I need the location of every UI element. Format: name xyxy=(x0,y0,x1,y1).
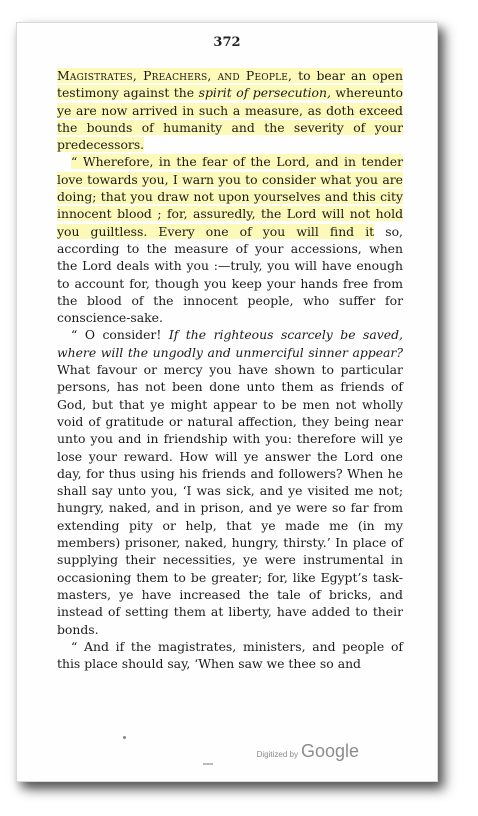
stray-dot xyxy=(123,736,126,739)
p1-text-end: whereunto ye are now arrived in such a measure, as doth exceed the bounds of humanity and the severity of your predecessors. xyxy=(57,85,403,153)
p2-text: so, according to the measure of your accessions, when the Lord deals with you :—truly, you will have enough to account for, though you keep your hands free from the blood of the innocent people, who suffer for conscience-sake. xyxy=(57,223,403,326)
p3-text: What favour or mercy you have shown to particular persons, has not been done unto them as friends of God, but that ye might appear to be men not wholly void of gratitude or natural affection, they being near unto you and in friendship with you: therefore will ye lose your reward. How will ye answer the Lord one day, for thus using his friends and followers? When he shall say unto you, ‘I was sick, and ye visited me not; hungry, naked, and in prison, and ye were so far from extending pity or help, that ye made me (in my members) prisoner, naked, hungry, thirsty.’ In place of supplying their necessities, ye were instrumental in occasioning them to be greater; for, like Egypt’s task-masters, ye have increased the tale of bricks, and instead of setting them at liberty, have added to their bonds. xyxy=(57,362,403,637)
page-text xyxy=(57,67,403,672)
book-page xyxy=(16,22,438,782)
paragraph-1 xyxy=(57,67,403,153)
google-watermark xyxy=(257,741,359,762)
highlighted-passage: “ Wherefore, in the fear of the Lord, and in tender love towards you, I warn you to consider what you are doing; that you draw not upon yourselves and this city innocent blood ; for, assuredly, the Lord will not hold you guiltless. Every one of you will find it xyxy=(57,154,403,239)
p3-italic: If the righteous scarcely be saved, where will the ungodly and unmerciful sinner appear? xyxy=(57,327,403,360)
p3-open: “ O consider! xyxy=(71,327,169,343)
bottom-mark xyxy=(203,763,213,765)
page-number: 372 xyxy=(213,35,241,50)
p1-text: to bear an open testimony against the xyxy=(57,68,403,101)
paragraph-2 xyxy=(57,153,403,326)
paragraph-4 xyxy=(57,638,403,673)
paragraph-3 xyxy=(57,326,403,637)
p1-italic: spirit of persecution, xyxy=(198,85,331,101)
google-logo: Google xyxy=(300,741,359,761)
digitized-by-text: Digitized by xyxy=(256,750,298,759)
addressees: Magistrates, Preachers, and People, xyxy=(57,68,293,83)
p4-text: “ And if the magistrates, ministers, and people of this place should say, ‘When saw we thee so and xyxy=(57,638,403,672)
